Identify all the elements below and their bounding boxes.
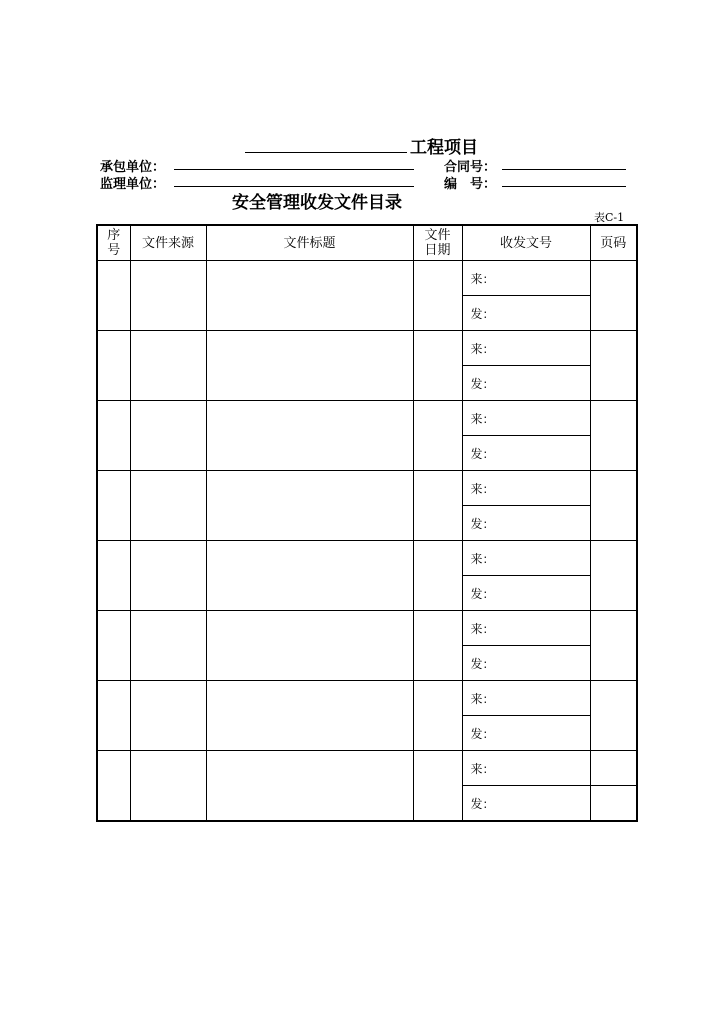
title-cell[interactable] (206, 681, 413, 751)
incoming-number-cell[interactable]: 来： (462, 471, 590, 506)
source-cell[interactable] (130, 401, 206, 471)
title-cell[interactable] (206, 541, 413, 611)
table-row (97, 331, 637, 366)
date-cell[interactable] (413, 611, 462, 681)
source-cell[interactable] (130, 261, 206, 331)
seq-cell[interactable] (97, 331, 130, 401)
table-row (97, 541, 637, 576)
col-header-pages: 页码 (590, 225, 637, 261)
incoming-number-cell[interactable]: 来： (462, 681, 590, 716)
pages-cell[interactable] (590, 401, 637, 471)
seq-cell[interactable] (97, 401, 130, 471)
table-row (97, 611, 637, 646)
title-cell[interactable] (206, 471, 413, 541)
source-cell[interactable] (130, 331, 206, 401)
pages-cell-2[interactable] (590, 786, 637, 822)
col-header-date: 文件 日期 (413, 225, 462, 261)
supervisor-label: 监理单位： (100, 177, 166, 192)
pages-cell[interactable] (590, 611, 637, 681)
outgoing-number-cell[interactable]: 发： (462, 366, 590, 401)
serial-no-field[interactable] (502, 186, 626, 187)
incoming-number-cell[interactable]: 来： (462, 261, 590, 296)
title-cell[interactable] (206, 751, 413, 822)
outgoing-number-cell[interactable]: 发： (462, 576, 590, 611)
table-row (97, 261, 637, 296)
title-cell[interactable] (206, 611, 413, 681)
seq-cell[interactable] (97, 681, 130, 751)
outgoing-number-cell[interactable]: 发： (462, 506, 590, 541)
col-header-source: 文件来源 (130, 225, 206, 261)
incoming-number-cell[interactable]: 来： (462, 751, 590, 786)
seq-cell[interactable] (97, 471, 130, 541)
contract-no-field[interactable] (502, 169, 626, 170)
form-code: 表C-1 (594, 211, 625, 224)
pages-cell[interactable] (590, 471, 637, 541)
incoming-number-cell[interactable]: 来： (462, 541, 590, 576)
title-cell[interactable] (206, 401, 413, 471)
pages-cell[interactable] (590, 751, 637, 786)
contract-no-label: 合同号： (444, 160, 497, 175)
title-cell[interactable] (206, 331, 413, 401)
outgoing-number-cell[interactable]: 发： (462, 646, 590, 681)
document-title: 安全管理收发文件目录 (232, 193, 402, 213)
seq-cell[interactable] (97, 541, 130, 611)
seq-cell[interactable] (97, 611, 130, 681)
seq-cell[interactable] (97, 261, 130, 331)
seq-cell[interactable] (97, 751, 130, 822)
col-header-title: 文件标题 (206, 225, 413, 261)
serial-no-label: 编 号： (444, 177, 497, 192)
date-cell[interactable] (413, 261, 462, 331)
date-cell[interactable] (413, 681, 462, 751)
source-cell[interactable] (130, 471, 206, 541)
date-cell[interactable] (413, 331, 462, 401)
table-row (97, 401, 637, 436)
project-name-blank[interactable] (245, 152, 407, 153)
outgoing-number-cell[interactable]: 发： (462, 716, 590, 751)
source-cell[interactable] (130, 681, 206, 751)
supervisor-field[interactable] (174, 186, 414, 187)
file-register-table (96, 224, 638, 822)
col-header-seq: 序 号 (97, 225, 130, 261)
pages-cell[interactable] (590, 331, 637, 401)
date-cell[interactable] (413, 401, 462, 471)
table-row (97, 681, 637, 716)
pages-cell[interactable] (590, 261, 637, 331)
incoming-number-cell[interactable]: 来： (462, 331, 590, 366)
title-cell[interactable] (206, 261, 413, 331)
contractor-field[interactable] (174, 169, 414, 170)
date-cell[interactable] (413, 471, 462, 541)
pages-cell[interactable] (590, 541, 637, 611)
incoming-number-cell[interactable]: 来： (462, 401, 590, 436)
outgoing-number-cell[interactable]: 发： (462, 296, 590, 331)
table-row (97, 471, 637, 506)
project-title-suffix: 工程项目 (410, 138, 478, 158)
outgoing-number-cell[interactable]: 发： (462, 436, 590, 471)
pages-cell[interactable] (590, 681, 637, 751)
date-cell[interactable] (413, 541, 462, 611)
table-header-row (97, 225, 637, 261)
source-cell[interactable] (130, 541, 206, 611)
source-cell[interactable] (130, 751, 206, 822)
incoming-number-cell[interactable]: 来： (462, 611, 590, 646)
source-cell[interactable] (130, 611, 206, 681)
table-row (97, 751, 637, 786)
outgoing-number-cell[interactable]: 发： (462, 786, 590, 822)
col-header-doc-number: 收发文号 (462, 225, 590, 261)
date-cell[interactable] (413, 751, 462, 822)
contractor-label: 承包单位： (100, 160, 166, 175)
